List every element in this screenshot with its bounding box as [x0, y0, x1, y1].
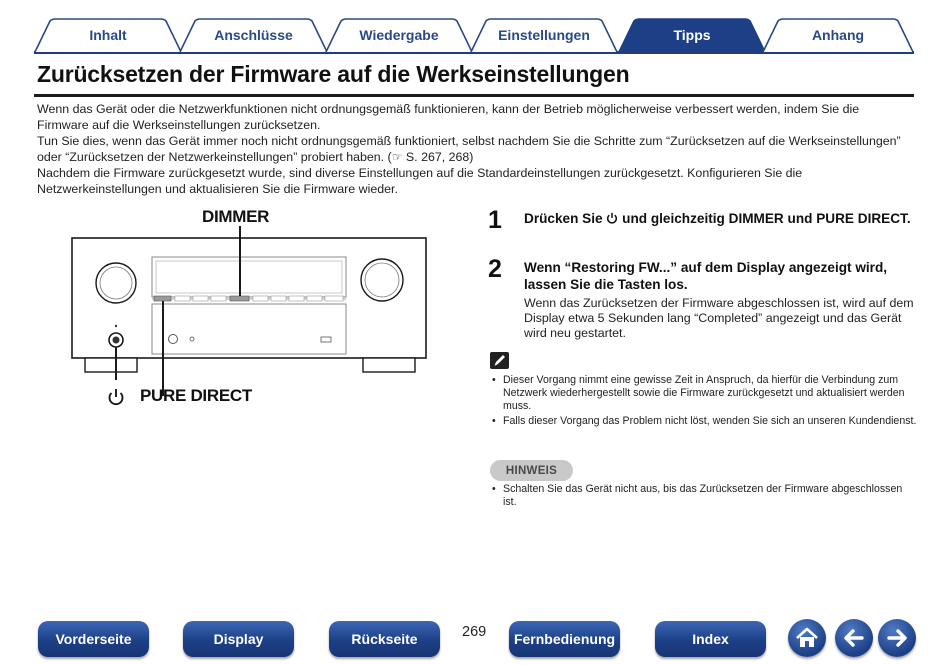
step-number: 1 — [488, 206, 502, 234]
note-item: • Falls dieser Vorgang das Problem nicht löst, wenden Sie sich an unseren Kundendienst. — [490, 415, 918, 428]
step-body: Wenn das Zurücksetzen der Firmware abgeschlossen ist, wird auf dem Display etwa 5 Sekunden lang “Completed” angezeigt und das Gerät wird neu gestartet. — [524, 296, 914, 340]
tab-label: Einstellungen — [498, 27, 590, 43]
chapter-tabs — [34, 18, 914, 54]
home-button[interactable] — [788, 619, 826, 657]
page-number: 269 — [462, 624, 487, 640]
tab-tipps[interactable] — [618, 18, 766, 52]
page-title: Zurücksetzen der Firmware auf die Werkseinstellungen — [37, 61, 630, 87]
receiver-illustration — [60, 200, 440, 415]
step-number: 2 — [488, 255, 502, 283]
tab-label: Wiedergabe — [359, 27, 439, 43]
title-divider — [34, 94, 914, 97]
step-heading: Wenn “Restoring FW...” auf dem Display angezeigt wird, lassen Sie die Tasten los. — [524, 260, 888, 292]
intro-text — [37, 101, 907, 197]
notes-list — [490, 374, 918, 430]
tab-anschluesse[interactable] — [179, 18, 328, 52]
intro-paragraph-2 — [37, 133, 907, 165]
page-reference-icon: ☞ — [391, 150, 403, 164]
intro-paragraph-1: Wenn das Gerät oder die Netzwerkfunktionen nicht ordnungsgemäß funktionieren, kann der Betrieb möglicherweise verbessert werden, indem Sie die Firmware auf die Werkseinstellungen zurücksetzen. — [37, 102, 860, 132]
arrow-right-icon — [884, 625, 910, 651]
step-heading-text: Drücken Sie — [524, 211, 607, 226]
note-pencil-icon — [490, 352, 509, 369]
tab-label: Anschlüsse — [214, 27, 293, 43]
page-reference-link[interactable]: S. 267, 268) — [405, 150, 474, 164]
nav-rueckseite-button[interactable]: Rückseite — [329, 621, 440, 657]
step-1 — [488, 206, 918, 234]
note-item: • Dieser Vorgang nimmt eine gewisse Zeit in Anspruch, da hierfür die Verbindung zum Netzwerk wiederhergestellt sowie die Firmware zurückgesetzt und aktualisiert werden muss. — [490, 374, 918, 413]
step-2 — [488, 255, 918, 341]
home-icon — [794, 625, 820, 651]
power-icon — [606, 212, 618, 224]
hinweis-badge: HINWEIS — [490, 460, 573, 481]
back-button[interactable] — [835, 619, 873, 657]
nav-fernbedienung-button[interactable]: Fernbedienung — [509, 621, 620, 657]
forward-button[interactable] — [878, 619, 916, 657]
nav-index-button[interactable]: Index — [655, 621, 766, 657]
receiver-front-panel-figure — [60, 200, 440, 415]
intro-paragraph-3: Nachdem die Firmware zurückgesetzt wurde, sind diverse Einstellungen auf die Standardeinstellungen zurückgesetzt. Konfigurieren Sie die Netzwerkeinstellungen und aktualisieren Sie die Firmware wieder. — [37, 166, 803, 196]
tab-einstellungen[interactable] — [470, 18, 618, 52]
step-heading — [524, 210, 918, 227]
intro-paragraph-2-text: Tun Sie dies, wenn das Gerät immer noch nicht ordnungsgemäß funktioniert, selbst nachdem Sie die Schritte zum “Zurücksetzen auf die Werkseinstellungen” oder “Zurücksetzen der Netzwerkeinstellungen” probiert haben. ( — [37, 134, 901, 164]
hinweis-list — [490, 483, 918, 509]
tab-label: Tipps — [673, 27, 711, 43]
tab-inhalt[interactable] — [34, 18, 182, 52]
hinweis-item: • Schalten Sie das Gerät nicht aus, bis das Zurücksetzen der Firmware abgeschlossen ist. — [490, 483, 918, 509]
tab-label: Anhang — [811, 27, 865, 43]
pure-direct-label: PURE DIRECT — [140, 386, 252, 405]
tab-anhang[interactable] — [762, 18, 914, 52]
nav-display-button[interactable]: Display — [183, 621, 294, 657]
arrow-left-icon — [841, 625, 867, 651]
step-heading-text: und gleichzeitig DIMMER und PURE DIRECT. — [618, 211, 911, 226]
nav-vorderseite-button[interactable]: Vorderseite — [38, 621, 149, 657]
tab-wiedergabe[interactable] — [325, 18, 473, 52]
dimmer-label: DIMMER — [202, 207, 270, 226]
tab-label: Inhalt — [89, 27, 127, 43]
power-icon — [110, 389, 123, 404]
